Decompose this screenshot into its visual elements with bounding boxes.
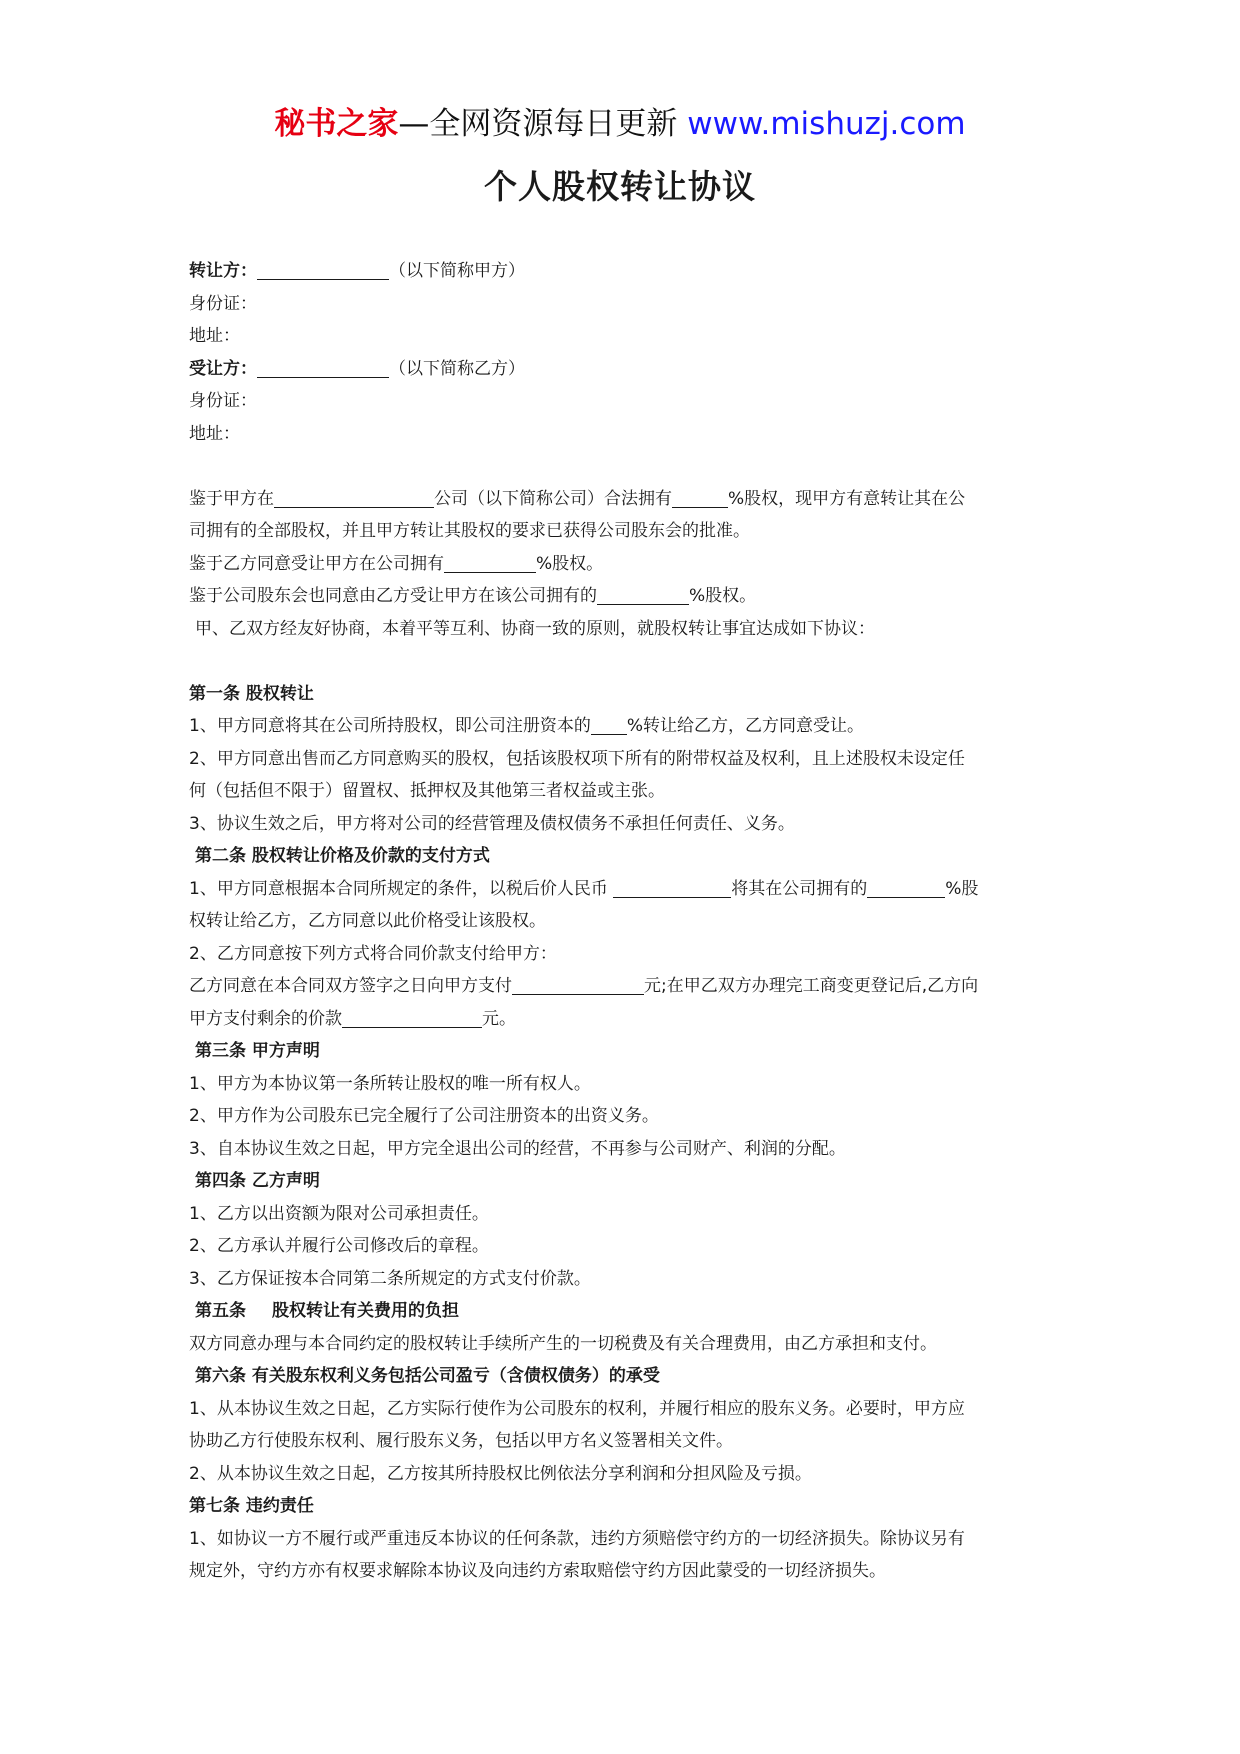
preamble-text: 鉴于乙方同意受让甲方在公司拥有 <box>189 553 444 574</box>
article-1-heading: 第一条 股权转让 <box>189 683 314 704</box>
article-2-item-2: 2、乙方同意按下列方式将合同价款支付给甲方： <box>189 943 557 964</box>
banner-slogan: —全网资源每日更新 <box>398 106 678 142</box>
transferor-id-line: 身份证： <box>189 293 257 314</box>
clause-text: 元。 <box>482 1008 516 1029</box>
article-6-item-1: 1、从本协议生效之日起，乙方实际行使作为公司股东的权利，并履行相应的股东义务。必要时，甲方应 <box>189 1398 965 1419</box>
article-6-heading: 第六条 有关股东权利义务包括公司盈亏（含债权债务）的承受 <box>195 1366 660 1386</box>
clause-text: 1、甲方同意根据本合同所规定的条件，以税后价人民币 <box>189 878 608 899</box>
document-title: 个人股权转让协议 <box>484 167 756 206</box>
percent-blank <box>867 875 945 898</box>
transferee-suffix: （以下简称乙方） <box>389 358 525 379</box>
article-6-item-2: 2、从本协议生效之日起，乙方按其所持股权比例依法分享利润和分担风险及亏损。 <box>189 1463 812 1484</box>
preamble-text: %股权。 <box>536 553 604 574</box>
article-1-item-1 <box>189 710 1064 743</box>
clause-text: %转让给乙方，乙方同意受让。 <box>626 716 864 736</box>
site-banner <box>0 100 1240 148</box>
clause-text: 将其在公司拥有的 <box>731 878 868 899</box>
article-2-item-1 <box>189 873 1064 906</box>
preamble-line-2: 司拥有的全部股权，并且甲方转让其股权的要求已获得公司股东会的批准。 <box>189 521 750 541</box>
transferor-blank <box>257 257 389 280</box>
preamble-line-1 <box>189 483 1064 516</box>
article-2-item-1-cont: 权转让给乙方，乙方同意以此价格受让该股权。 <box>189 911 546 931</box>
article-7-item-1: 1、如协议一方不履行或严重违反本协议的任何条款，违约方须赔偿守约方的一切经济损失。除协议另有 <box>189 1528 965 1549</box>
transferee-id-line: 身份证： <box>189 391 257 411</box>
transferor-label: 转让方： <box>189 261 257 281</box>
transferor-line <box>189 255 1064 288</box>
company-blank <box>274 485 434 508</box>
article-4-item-3: 3、乙方保证按本合同第二条所规定的方式支付价款。 <box>189 1268 591 1289</box>
article-3-heading: 第三条 甲方声明 <box>195 1041 320 1061</box>
preamble-line-3 <box>189 548 1064 581</box>
transferee-blank <box>257 355 389 378</box>
article-6-item-1-cont: 协助乙方行使股东权利、履行股东义务，包括以甲方名义签署相关文件。 <box>189 1431 733 1451</box>
article-3-item-3: 3、自本协议生效之日起，甲方完全退出公司的经营，不再参与公司财产、利润的分配。 <box>189 1138 846 1159</box>
article-1-item-2-cont: 何（包括但不限于）留置权、抵押权及其他第三者权益或主张。 <box>189 781 665 801</box>
article-1-item-2: 2、甲方同意出售而乙方同意购买的股权，包括该股权项下所有的附带权益及权利，且上述股权未设定任 <box>189 748 965 769</box>
clause-text: 乙方同意在本合同双方签字之日向甲方支付 <box>189 976 512 996</box>
transferee-address-line: 地址： <box>189 423 240 444</box>
preamble-line-4 <box>189 580 1064 613</box>
article-2-item-3 <box>189 970 1064 1003</box>
clause-text: 1、甲方同意将其在公司所持股权，即公司注册资本的 <box>189 716 591 736</box>
article-5-number: 第五条 <box>195 1301 246 1321</box>
article-2-item-3-cont <box>189 1003 1064 1036</box>
document-body <box>189 255 1064 1588</box>
percent-blank <box>591 712 627 735</box>
article-5-title: 股权转让有关费用的负担 <box>272 1301 459 1321</box>
article-4-item-1: 1、乙方以出资额为限对公司承担责任。 <box>189 1203 489 1224</box>
article-7-heading: 第七条 违约责任 <box>189 1496 314 1516</box>
preamble-text: 鉴于公司股东会也同意由乙方受让甲方在该公司拥有的 <box>189 586 597 606</box>
preamble-text: %股权，现甲方有意转让其在公 <box>728 488 966 509</box>
percent-blank <box>597 582 689 605</box>
clause-text: %股 <box>945 878 979 899</box>
article-4-heading: 第四条 乙方声明 <box>195 1171 320 1191</box>
transferee-label: 受让方： <box>189 358 257 379</box>
transferor-address-line: 地址： <box>189 326 240 346</box>
remaining-blank <box>342 1005 482 1028</box>
preamble-text: 鉴于甲方在 <box>189 488 274 509</box>
article-3-item-2: 2、甲方作为公司股东已完全履行了公司注册资本的出资义务。 <box>189 1106 659 1126</box>
clause-text: 元;在甲乙双方办理完工商变更登记后,乙方向 <box>644 976 979 996</box>
preamble-text: 公司（以下简称公司）合法拥有 <box>434 488 672 509</box>
article-2-heading: 第二条 股权转让价格及价款的支付方式 <box>195 846 490 866</box>
article-1-item-3: 3、协议生效之后，甲方将对公司的经营管理及债权债务不承担任何责任、义务。 <box>189 813 795 834</box>
article-5-heading <box>189 1295 1064 1328</box>
brand-name: 秘书之家 <box>274 106 399 142</box>
site-url-link[interactable]: www.mishuzj.com <box>687 106 966 142</box>
article-3-item-1: 1、甲方为本协议第一条所转让股权的唯一所有权人。 <box>189 1073 591 1094</box>
clause-text: 甲方支付剩余的价款 <box>189 1008 342 1029</box>
percent-blank <box>672 485 728 508</box>
transferor-suffix: （以下简称甲方） <box>389 261 525 281</box>
article-7-item-1-cont: 规定外，守约方亦有权要求解除本协议及向违约方索取赔偿守约方因此蒙受的一切经济损失。 <box>189 1561 886 1581</box>
transferee-line <box>189 353 1064 386</box>
payment-blank <box>512 972 644 995</box>
article-5-text: 双方同意办理与本合同约定的股权转让手续所产生的一切税费及有关合理费用，由乙方承担和支付。 <box>189 1333 937 1354</box>
preamble-text: %股权。 <box>689 586 757 606</box>
preamble-line-5: 甲、乙双方经友好协商，本着平等互利、协商一致的原则，就股权转让事宜达成如下协议： <box>195 618 875 639</box>
article-4-item-2: 2、乙方承认并履行公司修改后的章程。 <box>189 1236 489 1256</box>
percent-blank <box>444 550 536 573</box>
price-blank <box>613 875 731 898</box>
